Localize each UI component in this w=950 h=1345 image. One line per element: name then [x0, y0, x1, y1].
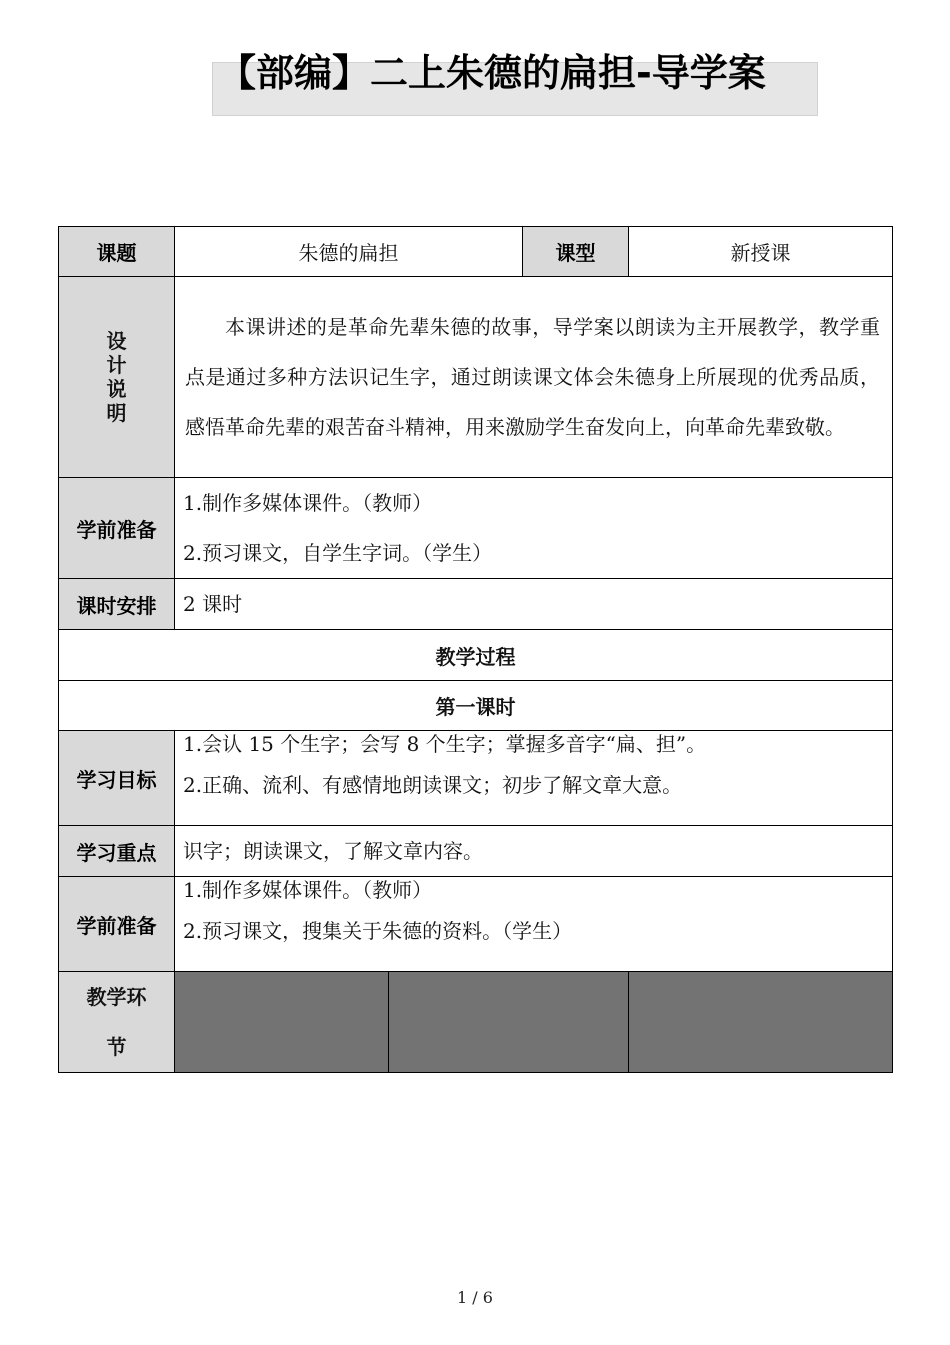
- design-label-char: 计: [106, 353, 127, 377]
- focus-label: 学习重点: [59, 826, 175, 877]
- topic-label: 课题: [59, 227, 175, 277]
- row-schedule: [59, 579, 893, 630]
- type-label: 课型: [523, 227, 629, 277]
- process-heading: 教学过程: [59, 630, 893, 681]
- steps-cell-1: [175, 972, 389, 1073]
- page-number: 1 / 6: [457, 1288, 493, 1307]
- design-label: [59, 277, 175, 478]
- row-steps: [59, 972, 893, 1073]
- goal-item: 2.正确、流利、有感情地朗读课文；初步了解文章大意。: [183, 773, 683, 797]
- row-prep2: [59, 877, 893, 972]
- document-title: 【部编】二上朱德的扁担-导学案: [218, 51, 766, 95]
- design-label-char: 明: [106, 401, 127, 425]
- steps-cell-3: [629, 972, 893, 1073]
- design-description: 本课讲述的是革命先辈朱德的故事，导学案以朗读为主开展教学，教学重点是通过多种方法识记生字，通过朗读课文体会朱德身上所展现的优秀品质，感悟革命先辈的艰苦奋斗精神，用来激励学生奋发向上，向革命先辈致敬。: [175, 277, 893, 478]
- goals-content: [175, 731, 893, 826]
- focus-value: 识字；朗读课文，了解文章内容。: [175, 826, 893, 877]
- row-focus: [59, 826, 893, 877]
- design-label-char: 说: [106, 377, 127, 401]
- row-prep: [59, 478, 893, 579]
- lesson-plan-table: [58, 226, 893, 1073]
- steps-label-line: 节: [106, 1035, 127, 1059]
- prep2-content: [175, 877, 893, 972]
- row-topic: [59, 227, 893, 277]
- prep-label: 学前准备: [59, 478, 175, 579]
- prep2-label: 学前准备: [59, 877, 175, 972]
- goals-label: 学习目标: [59, 731, 175, 826]
- prep-content: [175, 478, 893, 579]
- type-value: 新授课: [629, 227, 893, 277]
- lesson1-heading: 第一课时: [59, 681, 893, 731]
- row-process: [59, 630, 893, 681]
- prep2-item: 2.预习课文，搜集关于朱德的资料。（学生）: [183, 919, 573, 943]
- row-design: [59, 277, 893, 478]
- goal-item: 1.会认 15 个生字；会写 8 个生字；掌握多音字“扁、担”。: [183, 732, 707, 756]
- prep-item: 2.预习课文，自学生字词。（学生）: [183, 541, 493, 565]
- design-label-char: 设: [106, 329, 127, 353]
- row-lesson1: [59, 681, 893, 731]
- schedule-value: 2 课时: [175, 579, 893, 630]
- schedule-label: 课时安排: [59, 579, 175, 630]
- steps-label-line: 教学环: [86, 985, 147, 1009]
- steps-cell-2: [389, 972, 629, 1073]
- topic-value: 朱德的扁担: [175, 227, 523, 277]
- prep2-item: 1.制作多媒体课件。（教师）: [183, 878, 433, 902]
- prep-item: 1.制作多媒体课件。（教师）: [183, 491, 433, 515]
- row-goals: [59, 731, 893, 826]
- steps-label: [59, 972, 175, 1073]
